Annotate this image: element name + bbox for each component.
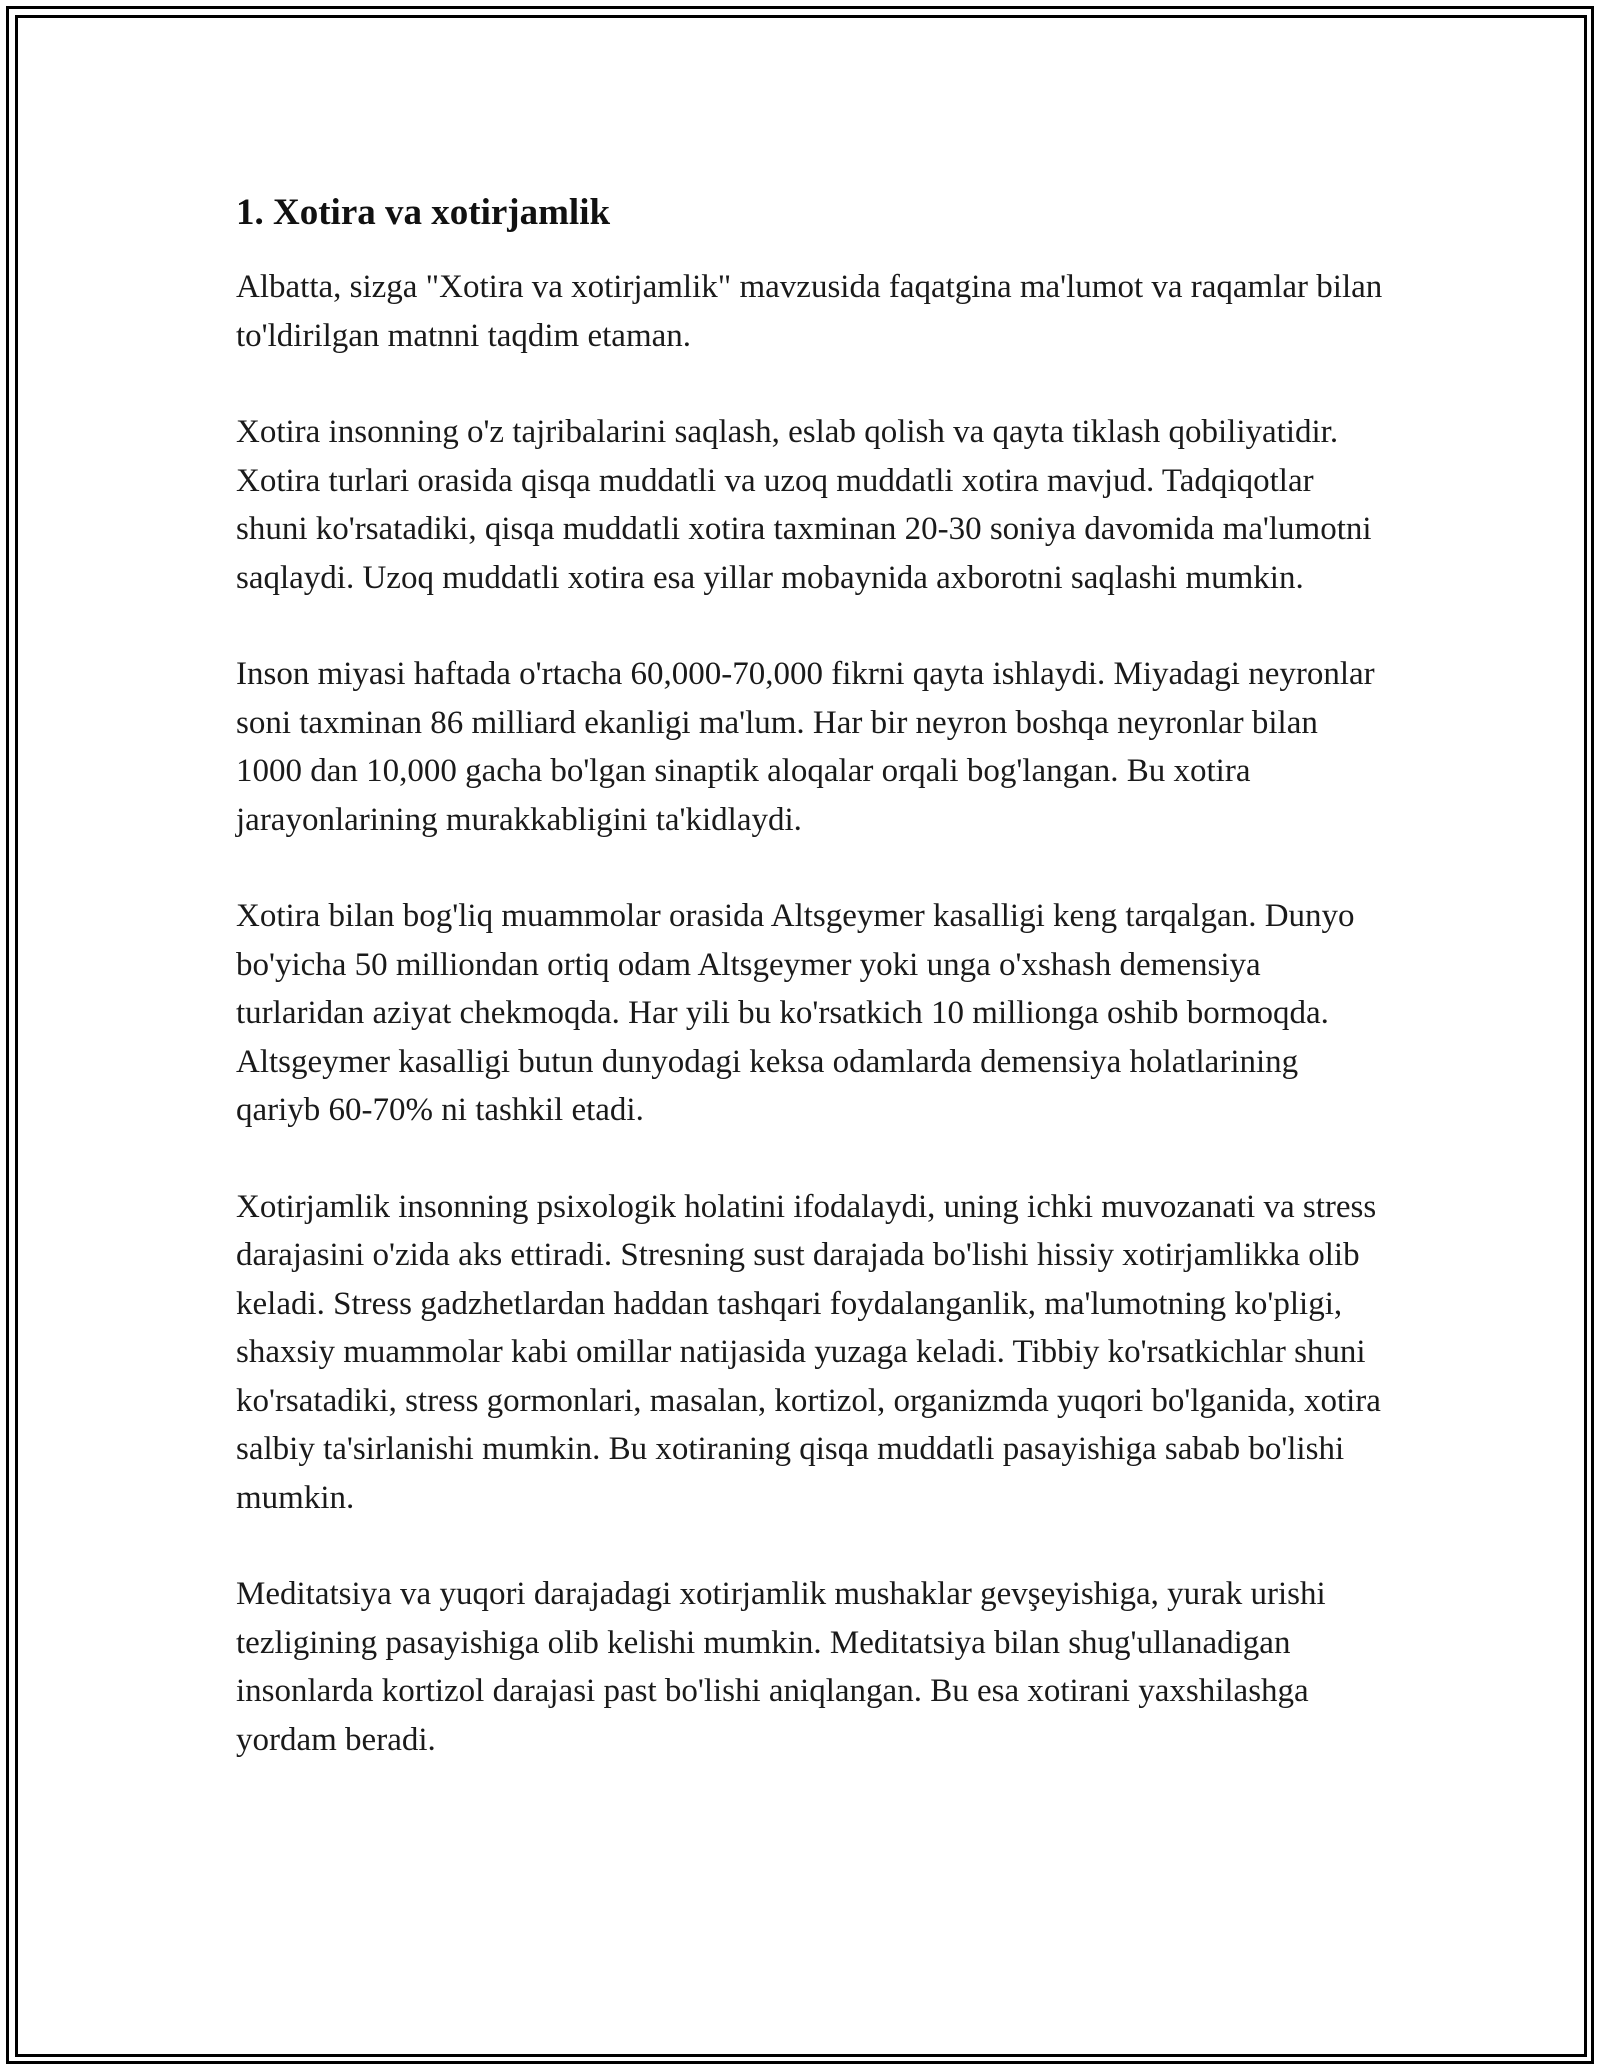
paragraph-calmness-stress: Xotirjamlik insonning psixologik holatini ifodalaydi, uning ichki muvozanati va stress darajasini o'zida aks ettiradi. Stresning sust darajada bo'lishi hissiy xotirjamlikka olib keladi. Stress gadzhetlardan haddan tashqari foydalanganlik, ma'lumotning ko'pligi, shaxsiy muammolar kabi omillar natijasida yuzaga keladi. Tibbiy ko'rsatkichlar shuni ko'rsatadiki, stress gormonlari, masalan, kortizol, organizmda yuqori bo'lganida, xotira salbiy ta'sirlanishi mumkin. Bu xotiraning qisqa muddatli pasayishiga sabab bo'lishi mumkin.	[236, 1188, 1381, 1516]
paragraph-meditation: Meditatsiya va yuqori darajadagi xotirjamlik mushaklar gevşeyishiga, yurak urishi tezligining pasayishiga olib kelishi mumkin. Meditatsiya bilan shug'ullanadigan insonlarda kortizol darajasi past bo'lishi aniqlangan. Bu esa xotirani yaxshilashga yordam beradi.	[236, 1576, 1326, 1758]
document-body	[236, 185, 1386, 1812]
paragraph-alzheimers: Xotira bilan bog'liq muammolar orasida Altsgeymer kasalligi keng tarqalgan. Dunyo bo'yicha 50 milliondan ortiq odam Altsgeymer yoki unga o'xshash demensiya turlaridan aziyat chekmoqda. Har yili bu ko'rsatkich 10 millionga oshib bormoqda. Altsgeymer kasalligi butun dunyodagi keksa odamlarda demensiya holatlarining qariyb 60-70% ni tashkil etadi.	[236, 898, 1355, 1128]
paragraph-brain-neurons: Inson miyasi haftada o'rtacha 60,000-70,000 fikrni qayta ishlaydi. Miyadagi neyronlar soni taxminan 86 milliard ekanligi ma'lum. Har bir neyron boshqa neyronlar bilan 1000 dan 10,000 gacha bo'lgan sinaptik aloqalar orqali bog'langan. Bu xotira jarayonlarining murakkabligini ta'kidlaydi.	[236, 656, 1375, 838]
paragraph-intro: Albatta, sizga "Xotira va xotirjamlik" mavzusida faqatgina ma'lumot va raqamlar bilan to'ldirilgan matnni taqdim etaman.	[236, 269, 1383, 354]
paragraph-memory-types: Xotira insonning o'z tajribalarini saqlash, eslab qolish va qayta tiklash qobiliyatidir. Xotira turlari orasida qisqa muddatli va uzoq muddatli xotira mavjud. Tadqiqotlar shuni ko'rsatadiki, qisqa muddatli xotira taxminan 20-30 soniya davomida ma'lumotni saqlaydi. Uzoq muddatli xotira esa yillar mobaynida axborotni saqlashi mumkin.	[236, 414, 1372, 596]
section-heading: 1. Xotira va xotirjamlik	[236, 192, 611, 233]
